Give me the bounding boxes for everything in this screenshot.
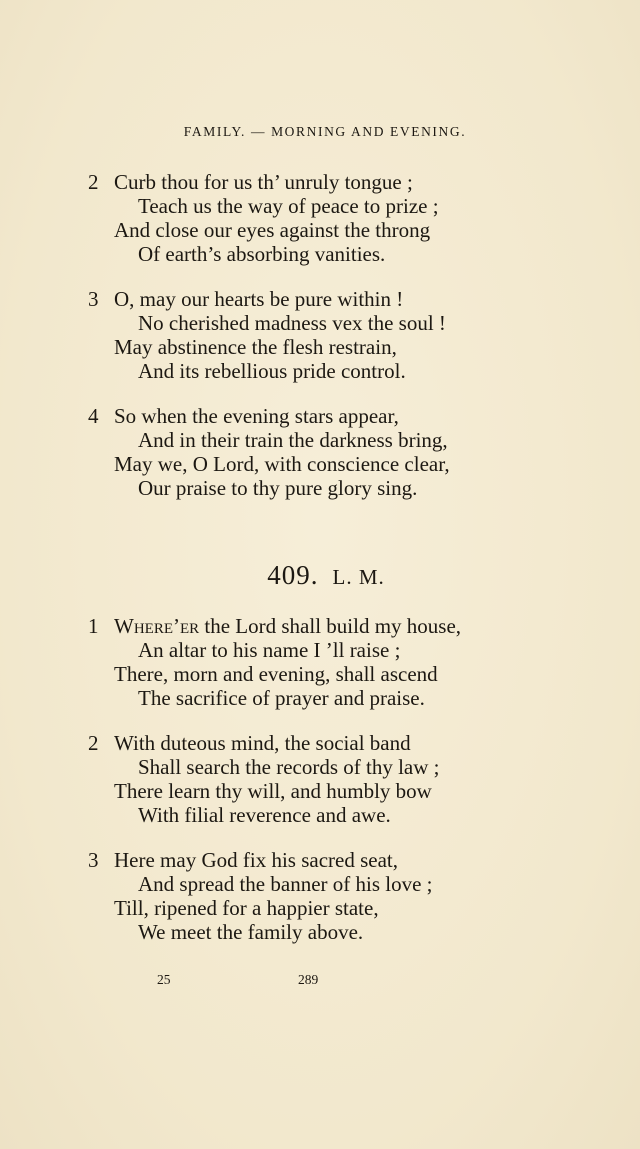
verse-line: Teach us the way of peace to prize ; [138,194,439,218]
stanza-number: 3 [88,287,99,311]
verse-line: And close our eyes against the throng [114,218,431,242]
verse-line: Here may God fix his sacred seat, [114,848,398,872]
hymn-number: 409. [267,560,319,590]
verse-line: The sacrifice of prayer and praise. [138,686,425,710]
stanza-3 [88,848,588,944]
hymn-heading [0,560,640,591]
stanza-number: 1 [88,614,99,638]
verse-line: May abstinence the flesh restrain, [114,335,397,359]
verse-line: May we, O Lord, with conscience clear, [114,452,450,476]
verse-line: An altar to his name I ’ll raise ; [138,638,401,662]
verse-line: Of earth’s absorbing vanities. [138,242,386,266]
verse-line: Shall search the records of thy law ; [138,755,440,779]
verse-line: We meet the family above. [138,920,364,944]
verse-line: There learn thy will, and humbly bow [114,779,432,803]
stanza-2-previous [88,170,588,266]
verse-line: Till, ripened for a happier state, [114,896,379,920]
verse-line: Curb thou for us th’ unruly tongue ; [114,170,413,194]
stanza-3-previous [88,287,588,383]
signature-mark: 25 [157,972,171,987]
running-head: FAMILY. — MORNING AND EVENING. [183,124,467,139]
stanza-4-previous [88,404,588,500]
verse-line: So when the evening stars appear, [114,404,399,428]
verse-line: No cherished madness vex the soul ! [138,311,446,335]
first-word: Where’er [114,614,200,638]
stanza-number: 2 [88,731,99,755]
verse-line: And in their train the darkness bring, [138,428,448,452]
verse-line: O, may our hearts be pure within ! [114,287,404,311]
hymn-meter: L. M. [332,565,385,589]
verse-line: the Lord shall build my house, [199,614,462,638]
verse-line: And its rebellious pride control. [138,359,406,383]
verse-line: With duteous mind, the social band [114,731,411,755]
verse-line: With filial reverence and awe. [138,803,391,827]
verse-line: And spread the banner of his love ; [138,872,433,896]
stanza-number: 4 [88,404,99,428]
verse-line: There, morn and evening, shall ascend [114,662,438,686]
stanza-2 [88,731,588,827]
stanza-number: 3 [88,848,99,872]
stanza-1 [88,614,588,710]
page-number: 289 [298,972,319,987]
verse-line: Our praise to thy pure glory sing. [138,476,418,500]
stanza-number: 2 [88,170,99,194]
